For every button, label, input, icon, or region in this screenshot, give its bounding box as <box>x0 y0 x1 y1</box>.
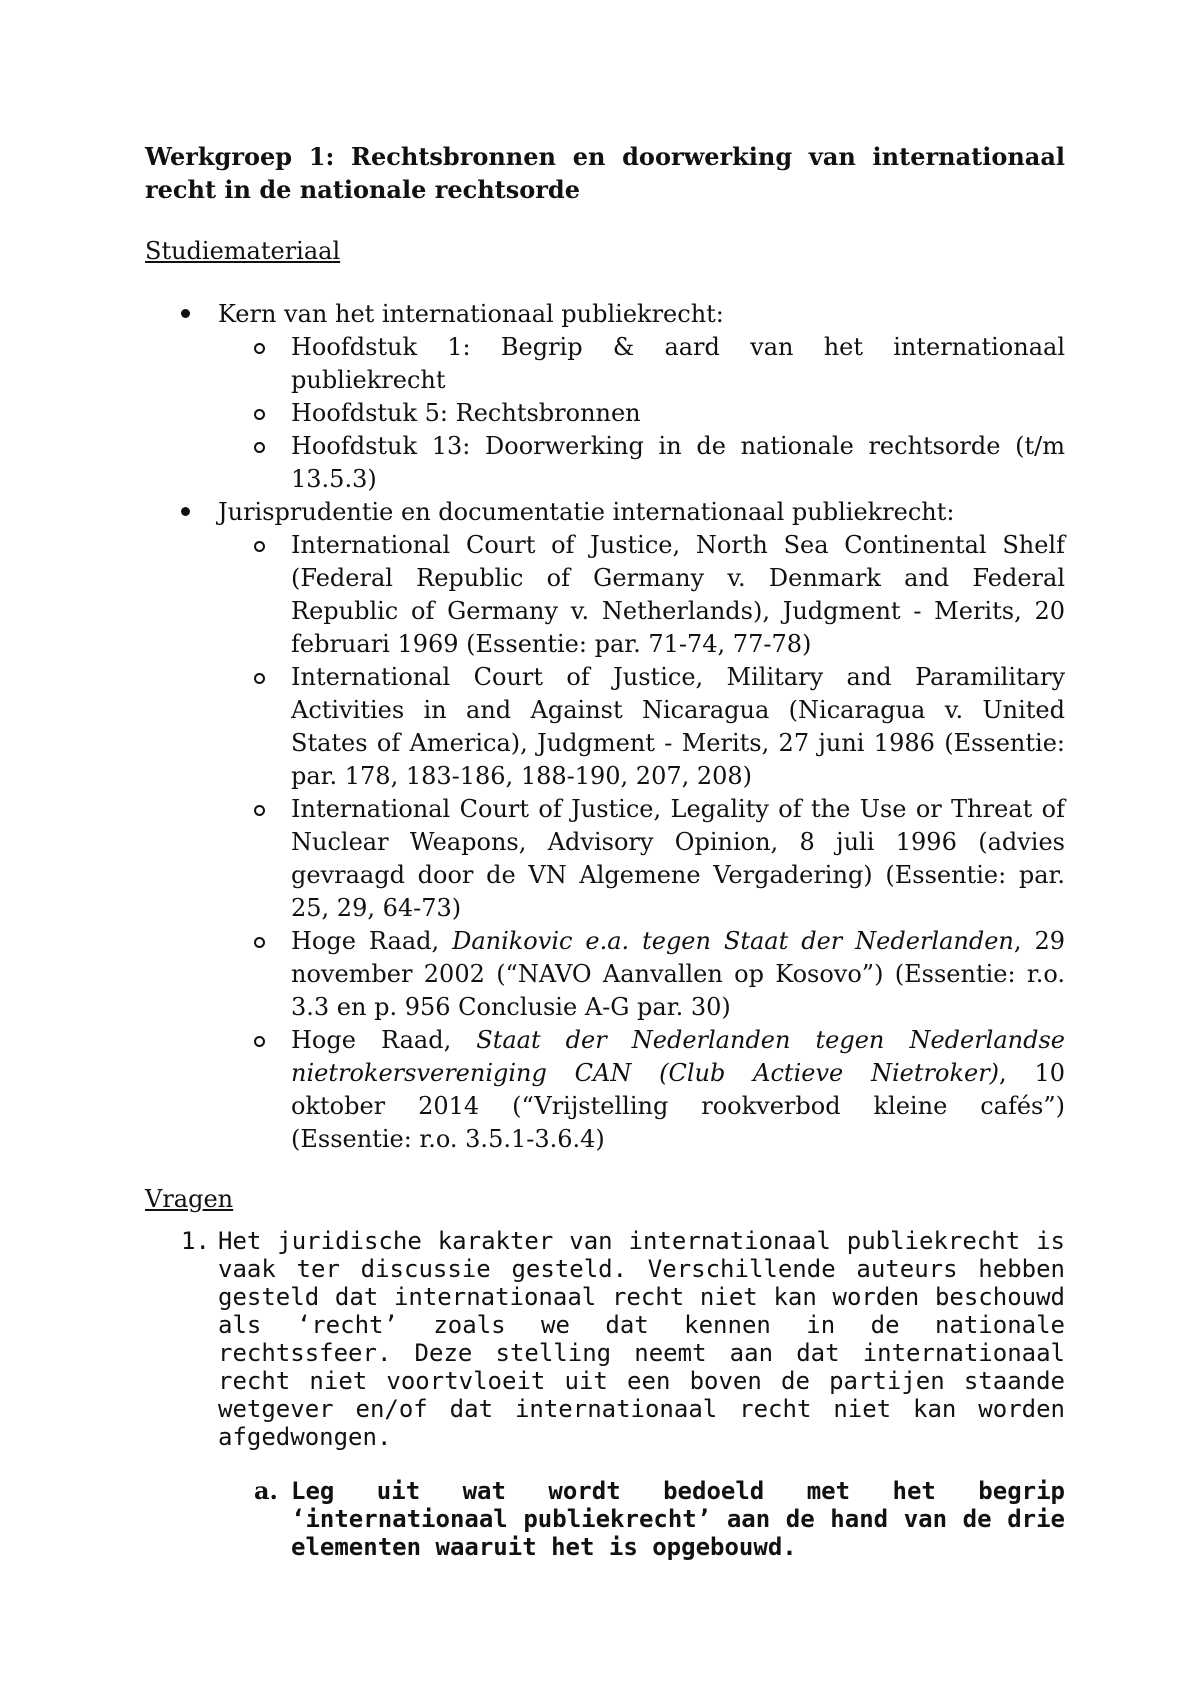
list-group-label: Jurisprudentie en documentatie internationaal publiekrecht: <box>218 498 955 526</box>
bullet-circle-icon <box>254 1036 265 1047</box>
case-court: Hoge Raad, <box>291 927 453 955</box>
question-number: 1. <box>181 1227 210 1255</box>
questions-heading: Vragen <box>145 1185 234 1213</box>
question-item <box>145 1227 1065 1561</box>
list-item-text: Hoofdstuk 5: Rechtsbronnen <box>291 399 641 427</box>
subquestion-item <box>218 1477 1065 1561</box>
subquestion-list <box>218 1477 1065 1561</box>
list-item <box>145 496 1065 1156</box>
list-item <box>218 1024 1065 1156</box>
bullet-dot-icon <box>181 507 190 516</box>
question-text: Het juridische karakter van internationaal publiekrecht is vaak ter discussie gesteld. Verschillende auteurs hebben gesteld dat internationaal recht niet kan worden beschouwd als ‘recht’ zoals we dat kennen in de nationale rechtssfeer. Deze stelling neemt aan dat internationaal recht niet voortvloeit uit een boven de partijen staande wetgever en/of dat internationaal recht niet kan worden afgedwongen. <box>218 1227 1065 1451</box>
bullet-circle-icon <box>254 541 265 552</box>
bullet-circle-icon <box>254 442 265 453</box>
list-item <box>218 925 1065 1024</box>
case-name: Danikovic e.a. tegen Staat der Nederlanden <box>452 927 1014 955</box>
study-material-heading: Studiemateriaal <box>145 237 341 265</box>
study-material-list <box>145 298 1065 1156</box>
case-name: Staat der Nederlanden tegen Nederlandse nietrokersvereniging CAN (Club Actieve Nietroker) <box>291 1026 1066 1087</box>
case-court: Hoge Raad, <box>291 1026 477 1054</box>
list-item <box>218 331 1065 397</box>
bullet-circle-icon <box>254 343 265 354</box>
case-details: , 29 november 2002 (“NAVO Aanvallen op Kosovo”) (Essentie: r.o. 3.3 en p. 956 Conclusie A-G par. 30) <box>291 927 1066 1021</box>
list-item-text: International Court of Justice, Military and Paramilitary Activities in and Against Nicaragua (Nicaragua v. United States of America), Judgment - Merits, 27 juni 1986 (Essentie: par. 178, 183-186, 188-190, 207, 208) <box>291 663 1065 790</box>
subquestion-letter: a. <box>254 1476 278 1505</box>
bullet-circle-icon <box>254 409 265 420</box>
questions-list <box>145 1227 1065 1561</box>
list-item-text: Hoofdstuk 13: Doorwerking in de nationale rechtsorde (t/m 13.5.3) <box>291 432 1065 493</box>
list-item <box>218 397 1065 430</box>
bullet-circle-icon <box>254 805 265 816</box>
list-item <box>218 661 1065 793</box>
document-page <box>145 140 1065 1561</box>
bullet-dot-icon <box>181 309 190 318</box>
list-item <box>218 529 1065 661</box>
subquestion-text: Leg uit wat wordt bedoeld met het begrip ‘internationaal publiekrecht’ aan de hand van de drie elementen waaruit het is opgebouwd. <box>291 1477 1065 1561</box>
list-item <box>218 430 1065 496</box>
list-item <box>218 793 1065 925</box>
list-item-text: International Court of Justice, Legality of the Use or Threat of Nuclear Weapons, Advisory Opinion, 8 juli 1996 (advies gevraagd door de VN Algemene Vergadering) (Essentie: par. 25, 29, 64-73) <box>291 795 1065 922</box>
bullet-circle-icon <box>254 673 265 684</box>
list-item <box>145 298 1065 496</box>
bullet-circle-icon <box>254 937 265 948</box>
page-title: Werkgroep 1: Rechtsbronnen en doorwerking van internationaal recht in de nationale rechtsorde <box>145 142 1065 204</box>
list-item-text: Hoofdstuk 1: Begrip & aard van het internationaal publiekrecht <box>291 333 1065 394</box>
case-details: , 10 oktober 2014 (“Vrijstelling rookverbod kleine cafés”) (Essentie: r.o. 3.5.1-3.6.4) <box>291 1059 1066 1153</box>
sub-list <box>218 331 1065 496</box>
sub-list <box>218 529 1065 1156</box>
list-item-text: International Court of Justice, North Sea Continental Shelf (Federal Republic of Germany v. Denmark and Federal Republic of Germany v. Netherlands), Judgment - Merits, 20 februari 1969 (Essentie: par. 71-74, 77-78) <box>291 531 1065 658</box>
list-group-label: Kern van het internationaal publiekrecht: <box>218 300 724 328</box>
